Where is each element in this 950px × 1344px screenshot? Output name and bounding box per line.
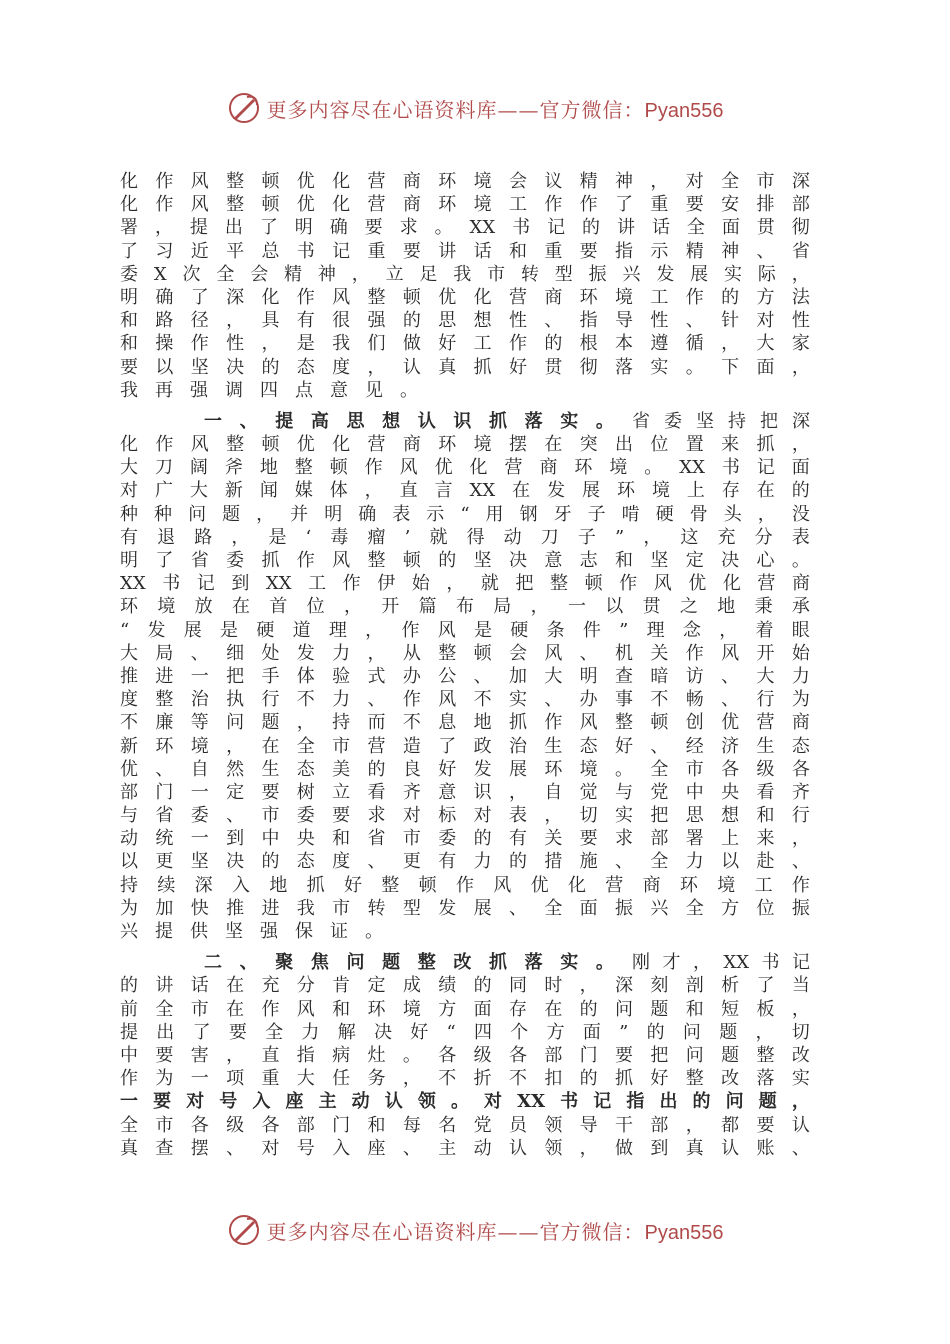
text-line: 一 要 对 号 入 座 主 动 认 领 。 对 XX 书 记 指 出 的 问 题 ， — [120, 1091, 810, 1113]
section-heading: 一 、 提 高 思 想 认 识 抓 落 实 。 — [204, 410, 614, 432]
text-line: 兴 提 供 坚 强 保 证 。 — [120, 921, 383, 942]
header-banner-text: 更多内容尽在心语资料库——官方微信：Pyan556 — [266, 97, 724, 122]
quill-logo-icon — [227, 91, 261, 125]
text-line: 和 操 作 性 ， 是 我 们 做 好 工 作 的 根 本 遵 循 ， 大 家 — [120, 333, 810, 355]
text-line: 与 省 委 、 市 委 要 求 对 标 对 表 ， 切 实 把 思 想 和 行 — [120, 805, 810, 827]
text-line: 署 ， 提 出 了 明 确 要 求 。 XX 书 记 的 讲 话 全 面 贯 彻 — [120, 217, 810, 239]
footer-banner-text: 更多内容尽在心语资料库——官方微信：Pyan556 — [266, 1219, 724, 1244]
text-line: XX 书 记 到 XX 工 作 伊 始 ， 就 把 整 顿 作 风 优 化 营 商 — [120, 573, 810, 595]
text-line: 真 查 摆 、 对 号 入 座 、 主 动 认 领 ， 做 到 真 认 账 、 — [120, 1137, 810, 1159]
header-banner — [0, 88, 950, 128]
text-line: 中 要 害 ， 直 指 病 灶 。 各 级 各 部 门 要 把 问 题 整 改 — [120, 1044, 810, 1066]
text-line: 明 了 省 委 抓 作 风 整 顿 的 坚 决 意 志 和 坚 定 决 心 。 — [120, 550, 810, 571]
text-line: 提 出 了 要 全 力 解 决 好 “ 四 个 方 面 ” 的 问 题 ， 切 — [120, 1021, 810, 1043]
section-heading-line — [120, 951, 810, 974]
text-line: 明 确 了 深 化 作 风 整 顿 优 化 营 商 环 境 工 作 的 方 法 — [120, 286, 810, 308]
section-heading: 二 、 聚 焦 问 题 整 改 抓 落 实 。 — [204, 952, 614, 974]
text-line: “ 发 展 是 硬 道 理 ， 作 风 是 硬 条 件 ” 理 念 ， 着 眼 — [120, 619, 810, 641]
text-line: 委 X 次 全 会 精 神 ， 立 足 我 市 转 型 振 兴 发 展 实 际 ， — [120, 263, 810, 285]
text-line: 不 廉 等 问 题 ， 持 而 不 息 地 抓 作 风 整 顿 创 优 营 商 — [120, 712, 810, 734]
text-line: 动 统 一 到 中 央 和 省 市 委 的 有 关 要 求 部 署 上 来 ， — [120, 828, 810, 850]
text-line: 化 作 风 整 顿 优 化 营 商 环 境 会 议 精 神 ， 对 全 市 深 — [120, 171, 810, 192]
text-line: 的 讲 话 在 充 分 肯 定 成 绩 的 同 时 ， 深 刻 剖 析 了 当 — [120, 975, 810, 997]
text-line: 和 路 径 ， 具 有 很 强 的 思 想 性 、 指 导 性 、 针 对 性 — [120, 310, 810, 332]
text-line: 推 进 一 把 手 体 验 式 办 公 、 加 大 明 查 暗 访 、 大 力 — [120, 665, 810, 687]
text-line: 前 全 市 在 作 风 和 环 境 方 面 存 在 的 问 题 和 短 板 ， — [120, 998, 810, 1020]
text-line: 化 作 风 整 顿 优 化 营 商 环 境 工 作 作 了 重 要 安 排 部 — [120, 194, 810, 216]
quill-logo-icon — [227, 1213, 261, 1247]
heading-line-rest: 省 委 坚 持 把 深 — [632, 410, 810, 432]
text-line: 部 门 一 定 要 树 立 看 齐 意 识 ， 自 觉 与 党 中 央 看 齐 — [120, 781, 810, 803]
section-heading-line — [120, 410, 810, 433]
text-line: 大 局 、 细 处 发 力 ， 从 整 顿 会 风 、 机 关 作 风 开 始 — [120, 642, 810, 664]
heading-line-rest: 刚 才 ， XX 书 记 — [632, 952, 810, 974]
text-line: 优 、 自 然 生 态 美 的 良 好 发 展 环 境 。 全 市 各 级 各 — [120, 758, 810, 780]
footer-banner — [0, 1210, 950, 1250]
text-line: 持 续 深 入 地 抓 好 整 顿 作 风 优 化 营 商 环 境 工 作 — [120, 874, 810, 896]
text-line: 我 再 强 调 四 点 意 见 。 — [120, 379, 418, 401]
text-line: 为 加 快 推 进 我 市 转 型 发 展 、 全 面 振 兴 全 方 位 振 — [120, 897, 810, 919]
text-line: 新 环 境 ， 在 全 市 营 造 了 政 治 生 态 好 、 经 济 生 态 — [120, 735, 810, 757]
text-line: 作 为 一 项 重 大 任 务 ， 不 折 不 扣 的 抓 好 整 改 落 实 — [120, 1068, 810, 1090]
text-line: 大 刀 阔 斧 地 整 顿 作 风 优 化 营 商 环 境 。 XX 书 记 面 — [120, 457, 810, 479]
text-line: 种 种 问 题 ， 并 明 确 表 示 “ 用 钢 牙 子 啃 硬 骨 头 ， 没 — [120, 503, 810, 525]
text-line: 度 整 治 执 行 不 力 、 作 风 不 实 、 办 事 不 畅 、 行 为 — [120, 689, 810, 711]
text-line: 有 退 路 ， 是 ‘ 毒 瘤 ’ 就 得 动 刀 子 ” ， 这 充 分 表 — [120, 526, 810, 548]
text-line: 全 市 各 级 各 部 门 和 每 名 党 员 领 导 干 部 ， 都 要 认 — [120, 1114, 810, 1136]
text-line: 了 习 近 平 总 书 记 重 要 讲 话 和 重 要 指 示 精 神 、 省 — [120, 240, 810, 262]
text-line: 化 作 风 整 顿 优 化 营 商 环 境 摆 在 突 出 位 置 来 抓 ， — [120, 434, 810, 456]
text-line: 环 境 放 在 首 位 ， 开 篇 布 局 ， 一 以 贯 之 地 秉 承 — [120, 596, 810, 618]
document-body — [120, 170, 810, 1160]
text-line: 以 更 坚 决 的 态 度 、 更 有 力 的 措 施 、 全 力 以 赴 、 — [120, 851, 810, 873]
text-line: 要 以 坚 决 的 态 度 ， 认 真 抓 好 贯 彻 落 实 。 下 面 ， — [120, 356, 810, 378]
text-line: 对 广 大 新 闻 媒 体 ， 直 言 XX 在 发 展 环 境 上 存 在 的 — [120, 480, 810, 502]
